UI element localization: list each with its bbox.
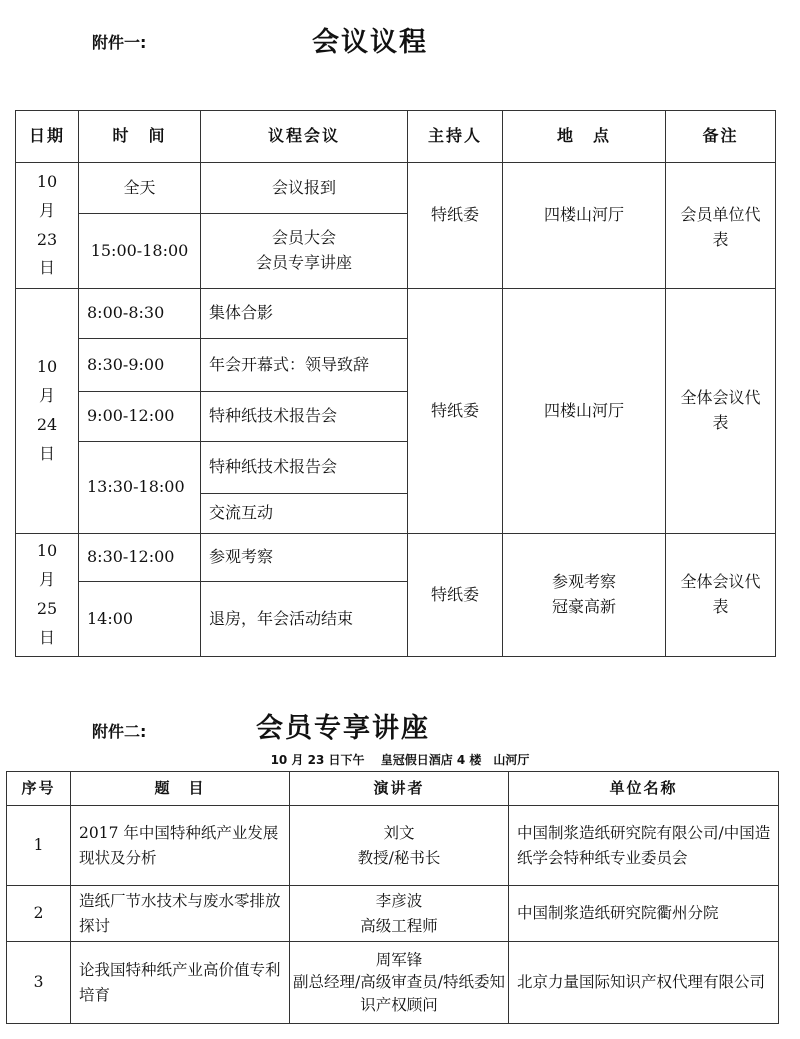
date-cell: 10 月 23 日 (16, 163, 79, 289)
time-cell: 8:00-8:30 (79, 289, 201, 339)
header-topic: 题 目 (71, 772, 290, 806)
note-cell: 全体会议代表 (666, 289, 776, 534)
header-note: 备注 (666, 111, 776, 163)
row-number: 2 (7, 886, 71, 942)
header-location: 地 点 (503, 111, 666, 163)
host-cell: 特纸委 (408, 289, 503, 534)
host-cell: 特纸委 (408, 163, 503, 289)
row-number: 1 (7, 806, 71, 886)
lecture-subtitle: 10 月 23 日下午 皇冠假日酒店 4 楼 山河厅 (270, 753, 530, 767)
agenda-cell: 特种纸技术报告会 (201, 392, 408, 442)
location-cell: 参观考察 冠豪高新 (503, 534, 666, 657)
lecture-table (6, 771, 779, 1024)
agenda-cell: 参观考察 (201, 534, 408, 582)
org-cell: 北京力量国际知识产权代理有限公司 (509, 942, 779, 1024)
speaker-cell: 周军锋 副总经理/高级审查员/特纸委知识产权顾问 (290, 942, 509, 1024)
agenda-cell: 会员大会 会员专享讲座 (201, 214, 408, 289)
agenda-header-row (16, 111, 776, 163)
location-cell: 四楼山河厅 (503, 289, 666, 534)
header-host: 主持人 (408, 111, 503, 163)
time-cell: 8:30-12:00 (79, 534, 201, 582)
attachment-one-label: 附件一: (92, 33, 147, 52)
header-speaker: 演讲者 (290, 772, 509, 806)
table-row (7, 806, 779, 886)
speaker-cell: 刘文 教授/秘书长 (290, 806, 509, 886)
org-cell: 中国制浆造纸研究院有限公司/中国造纸学会特种纸专业委员会 (509, 806, 779, 886)
table-row (16, 289, 776, 339)
attachment-two-label: 附件二: (92, 722, 147, 741)
header-date: 日期 (16, 111, 79, 163)
time-cell: 15:00-18:00 (79, 214, 201, 289)
header-no: 序号 (7, 772, 71, 806)
lecture-title: 会员专享讲座 (256, 713, 430, 744)
header-org: 单位名称 (509, 772, 779, 806)
agenda-table (15, 110, 776, 657)
time-cell: 8:30-9:00 (79, 339, 201, 392)
agenda-cell: 退房，年会活动结束 (201, 582, 408, 657)
note-cell: 会员单位代表 (666, 163, 776, 289)
topic-cell: 2017 年中国特种纸产业发展现状及分析 (71, 806, 290, 886)
agenda-cell: 交流互动 (201, 494, 408, 534)
speaker-cell: 李彦波 高级工程师 (290, 886, 509, 942)
header-agenda: 议程会议 (201, 111, 408, 163)
lecture-header-row (7, 772, 779, 806)
table-row (7, 942, 779, 1024)
time-cell: 14:00 (79, 582, 201, 657)
topic-cell: 论我国特种纸产业高价值专利培育 (71, 942, 290, 1024)
agenda-cell: 年会开幕式：领导致辞 (201, 339, 408, 392)
note-cell: 全体会议代表 (666, 534, 776, 657)
time-cell: 全天 (79, 163, 201, 214)
table-row (16, 163, 776, 214)
time-cell: 13:30-18:00 (79, 442, 201, 534)
date-cell: 10 月 24 日 (16, 289, 79, 534)
header-time: 时 间 (79, 111, 201, 163)
agenda-title: 会议议程 (312, 27, 428, 58)
table-row (7, 886, 779, 942)
table-row (16, 534, 776, 582)
location-cell: 四楼山河厅 (503, 163, 666, 289)
topic-cell: 造纸厂节水技术与废水零排放探讨 (71, 886, 290, 942)
agenda-cell: 集体合影 (201, 289, 408, 339)
date-cell: 10 月 25 日 (16, 534, 79, 657)
agenda-cell: 特种纸技术报告会 (201, 442, 408, 494)
agenda-cell: 会议报到 (201, 163, 408, 214)
time-cell: 9:00-12:00 (79, 392, 201, 442)
org-cell: 中国制浆造纸研究院衢州分院 (509, 886, 779, 942)
row-number: 3 (7, 942, 71, 1024)
host-cell: 特纸委 (408, 534, 503, 657)
